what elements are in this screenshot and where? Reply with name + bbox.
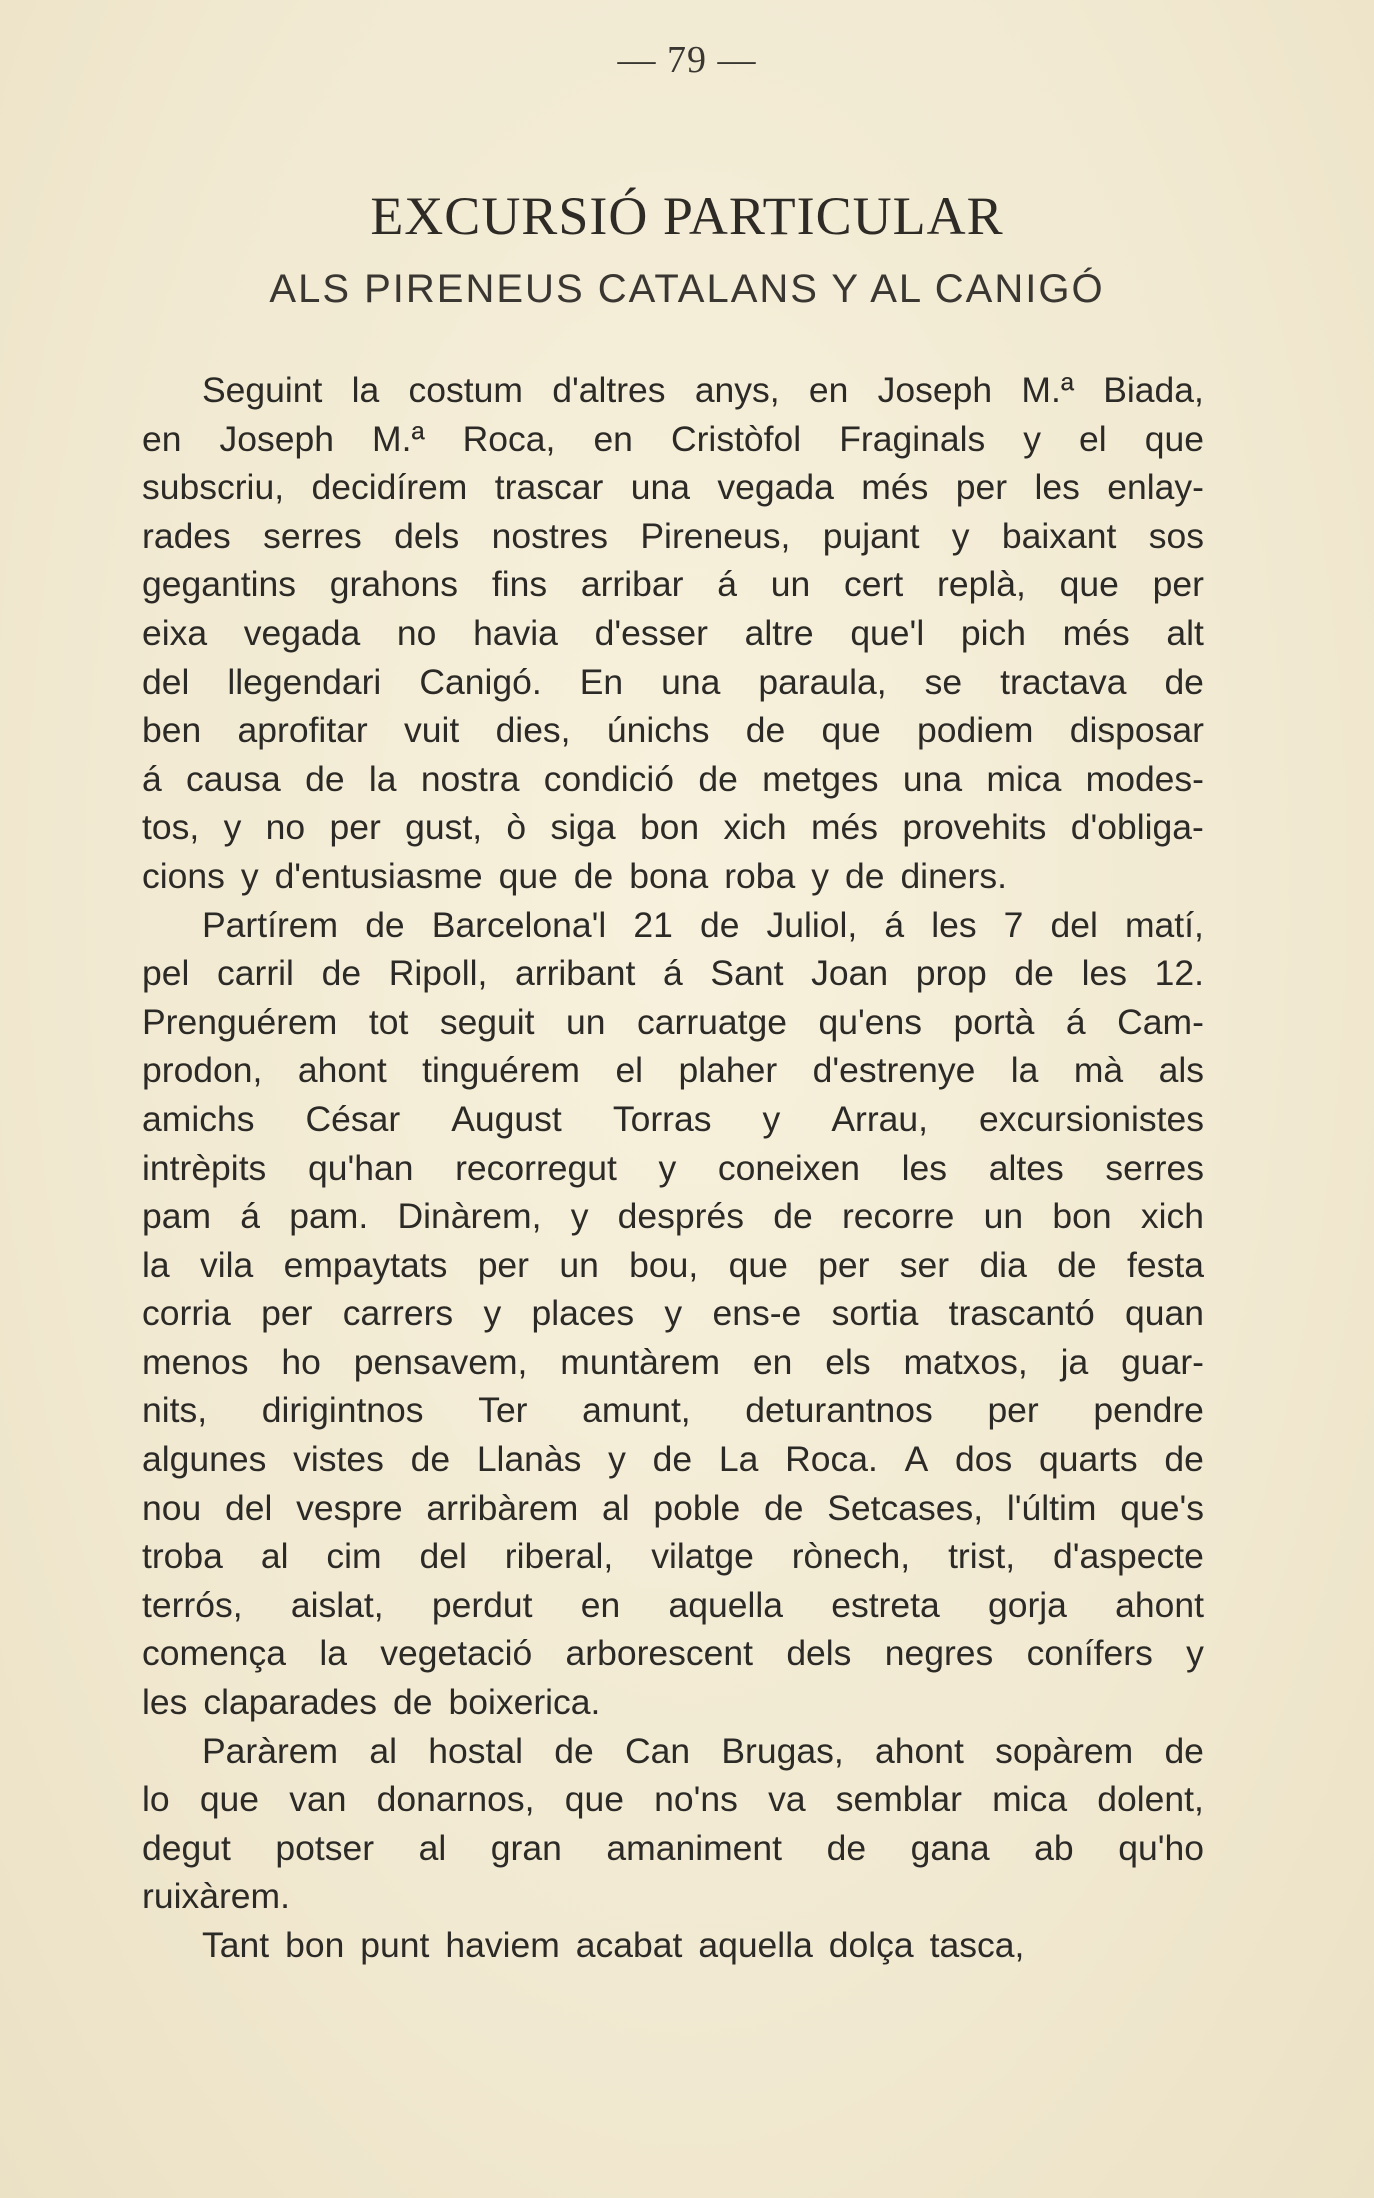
text-line: ruixàrem. bbox=[142, 1876, 290, 1917]
text-line: pel carril de Ripoll, arribant á Sant Joan prop de les 12. bbox=[142, 953, 1204, 994]
text-line: corria per carrers y places y ens-e sortia trascantó quan bbox=[142, 1293, 1204, 1334]
text-line: menos ho pensavem, muntàrem en els matxos, ja guar- bbox=[142, 1341, 1204, 1382]
text-line: eixa vegada no havia d'esser altre que'l pich més alt bbox=[142, 612, 1204, 653]
text-line: prodon, ahont tinguérem el plaher d'estrenye la mà als bbox=[142, 1050, 1204, 1091]
text-line: Partírem de Barcelona'l 21 de Juliol, á les 7 del matí, bbox=[202, 904, 1204, 945]
text-line: nou del vespre arribàrem al poble de Setcases, l'últim que's bbox=[142, 1487, 1204, 1528]
text-line: á causa de la nostra condició de metges una mica modes- bbox=[142, 758, 1204, 799]
body-text bbox=[142, 366, 1204, 1970]
article-title: EXCURSIÓ PARTICULAR bbox=[370, 186, 1004, 246]
text-line: Paràrem al hostal de Can Brugas, ahont sopàrem de bbox=[202, 1730, 1204, 1771]
text-line: Tant bon punt haviem acabat aquella dolça tasca, bbox=[202, 1925, 1025, 1965]
text-line: algunes vistes de Llanàs y de La Roca. A dos quarts de bbox=[142, 1439, 1204, 1480]
text-line: gegantins grahons fins arribar á un cert replà, que per bbox=[142, 564, 1204, 605]
text-line: Seguint la costum d'altres anys, en Joseph M.ª Biada, bbox=[202, 370, 1204, 410]
text-line: Prenguérem tot seguit un carruatge qu'ens portà á Cam- bbox=[142, 1001, 1204, 1042]
text-line: intrèpits qu'han recorregut y coneixen les altes serres bbox=[142, 1147, 1204, 1188]
text-line: terrós, aislat, perdut en aquella estreta gorja ahont bbox=[142, 1584, 1204, 1625]
text-line: cions y d'entusiasme que de bona roba y de diners. bbox=[142, 855, 1007, 896]
text-line: degut potser al gran amaniment de gana ab qu'ho bbox=[142, 1827, 1204, 1868]
text-line: ben aprofitar vuit dies, únichs de que podiem disposar bbox=[142, 710, 1204, 751]
text-line: del llegendari Canigó. En una paraula, se tractava de bbox=[142, 661, 1204, 702]
text-line: nits, dirigintnos Ter amunt, deturantnos per pendre bbox=[142, 1390, 1204, 1431]
text-line: amichs César August Torras y Arrau, excursionistes bbox=[142, 1098, 1204, 1139]
text-line: la vila empaytats per un bou, que per ser dia de festa bbox=[142, 1244, 1204, 1285]
article-subtitle: ALS PIRENEUS CATALANS Y AL CANIGÓ bbox=[269, 267, 1105, 311]
text-line: troba al cim del riberal, vilatge rònech, trist, d'aspecte bbox=[142, 1536, 1204, 1577]
text-line: pam á pam. Dinàrem, y després de recorre un bon xich bbox=[142, 1196, 1204, 1237]
text-line: subscriu, decidírem trascar una vegada més per les enlay- bbox=[142, 467, 1204, 508]
page-number: — 79 — bbox=[617, 39, 757, 81]
text-line: comença la vegetació arborescent dels negres conífers y bbox=[142, 1633, 1204, 1674]
text-line: en Joseph M.ª Roca, en Cristòfol Fraginals y el que bbox=[142, 418, 1204, 459]
text-line: lo que van donarnos, que no'ns va semblar mica dolent, bbox=[142, 1779, 1204, 1820]
text-line: rades serres dels nostres Pireneus, pujant y baixant sos bbox=[142, 515, 1204, 556]
text-line: les claparades de boixerica. bbox=[142, 1682, 601, 1723]
text-line: tos, y no per gust, ò siga bon xich més provehits d'obliga- bbox=[142, 807, 1204, 848]
